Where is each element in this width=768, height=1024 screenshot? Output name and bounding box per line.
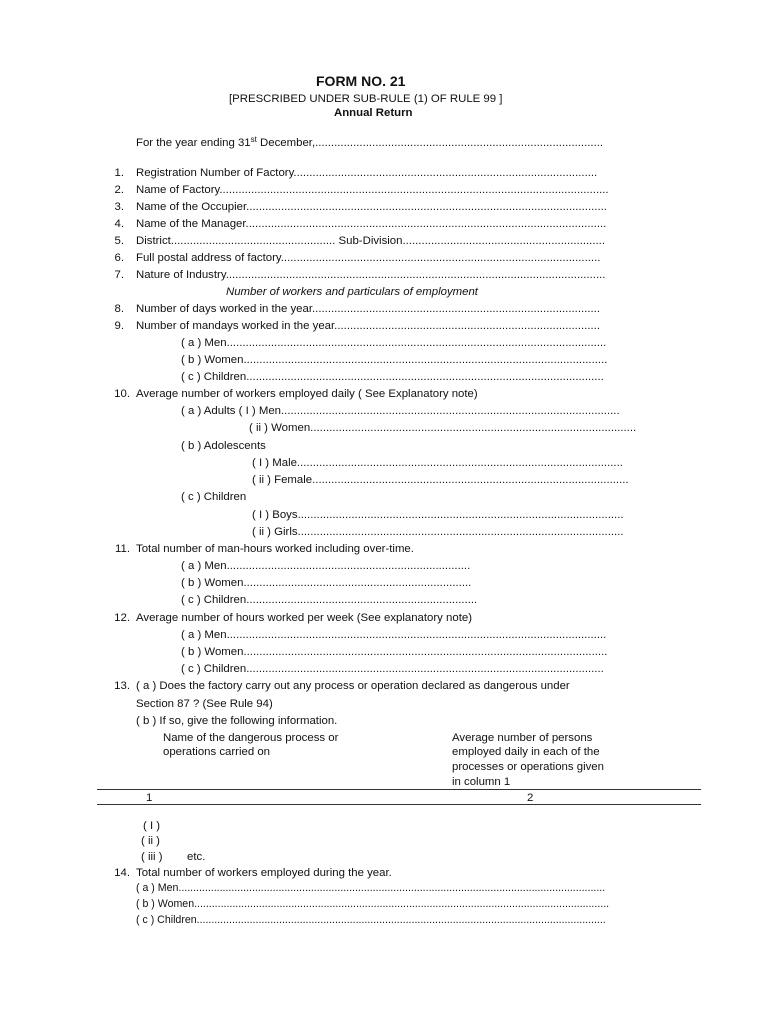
item-6-text: Full postal address of factory..................................................................................................... (136, 252, 601, 264)
item-12-children: ( c ) Children................................................................................................................. (181, 663, 604, 675)
item-2-number: 2. (114, 184, 124, 196)
item-6-number: 6. (114, 252, 124, 264)
item-5-text: District.................................................... Sub-Division................................................................ (136, 235, 606, 247)
item-3-text: Name of the Occupier.................................................................................................................. (136, 201, 607, 213)
item-11-women: ( b ) Women........................................................................ (181, 577, 472, 589)
form-number: FORM NO. 21 (316, 73, 406, 89)
item-3-number: 3. (114, 201, 124, 213)
item-5-number: 5. (114, 235, 124, 247)
item-10-adult-women: ( ii ) Women....................................................................................................... (249, 422, 637, 434)
prescribed-rule: [PRESCRIBED UNDER SUB-RULE (1) OF RULE 99 ] (229, 93, 503, 105)
col1-heading-line1: Name of the dangerous process or (163, 732, 339, 744)
item-14-women: ( b ) Women............................................................................................................................................. (136, 898, 610, 910)
col2-number: 2 (527, 792, 534, 804)
item-10-number: 10. (114, 388, 130, 400)
annual-return-title: Annual Return (334, 107, 413, 119)
item-11-text: Total number of man-hours worked including over-time. (136, 543, 414, 555)
item-4-text: Name of the Manager.................................................................................................................. (136, 218, 607, 230)
item-9-children: ( c ) Children................................................................................................................. (181, 371, 604, 383)
item-11-men: ( a ) Men............................................................................. (181, 560, 471, 572)
table-bottom-rule (97, 804, 701, 805)
table-top-rule (97, 789, 701, 790)
year-ending-suffix: December,........................................................................................... (256, 137, 604, 149)
item-1-number: 1. (114, 167, 124, 179)
year-ending-line (136, 136, 603, 150)
item-9-number: 9. (114, 320, 124, 332)
item-12-number: 12. (114, 612, 130, 624)
item-13-b: ( b ) If so, give the following information. (136, 715, 338, 727)
item-14-men: ( a ) Men................................................................................................................................................. (136, 882, 606, 894)
item-7-text: Nature of Industry........................................................................................................................ (136, 269, 606, 281)
item-9-men: ( a ) Men........................................................................................................................ (181, 337, 607, 349)
item-7-number: 7. (114, 269, 124, 281)
item-11-children: ( c ) Children......................................................................... (181, 594, 478, 606)
col2-heading-line3: processes or operations given (452, 761, 604, 773)
col2-heading-line2: employed daily in each of the (452, 746, 600, 758)
item-14-number: 14. (114, 867, 130, 879)
year-ending-prefix: For the year ending 31 (136, 137, 251, 149)
col1-heading-line2: operations carried on (163, 746, 271, 758)
item-10-adolescent-female: ( ii ) Female.................................................................................................... (252, 474, 629, 486)
table-row-1: ( I ) (143, 820, 161, 832)
item-10-children-boys: ( I ) Boys....................................................................................................... (252, 509, 624, 521)
item-8-number: 8. (114, 303, 124, 315)
item-9-text: Number of mandays worked in the year.................................................................................... (136, 320, 601, 332)
item-12-men: ( a ) Men........................................................................................................................ (181, 629, 607, 641)
item-11-number: 11. (115, 543, 130, 555)
item-1-text: Registration Number of Factory................................................................................................ (136, 167, 598, 179)
item-2-text: Name of Factory........................................................................................................................... (136, 184, 609, 196)
section-heading: Number of workers and particulars of employment (226, 286, 478, 298)
item-4-number: 4. (114, 218, 124, 230)
item-10-adolescents: ( b ) Adolescents (181, 440, 266, 452)
item-13-text-continued: Section 87 ? (See Rule 94) (136, 698, 273, 710)
item-9-women: ( b ) Women................................................................................................................... (181, 354, 608, 366)
item-10-adult-men: ( a ) Adults ( I ) Men........................................................................................................... (181, 405, 620, 417)
item-12-women: ( b ) Women................................................................................................................... (181, 646, 608, 658)
item-13-text: ( a ) Does the factory carry out any process or operation declared as dangerous under (136, 680, 570, 692)
item-14-text: Total number of workers employed during the year. (136, 867, 392, 879)
item-10-adolescent-male: ( I ) Male....................................................................................................... (252, 457, 623, 469)
item-13-number: 13. (114, 680, 130, 692)
item-10-children: ( c ) Children (181, 491, 247, 503)
table-row-3: ( iii ) (141, 851, 163, 863)
item-10-children-girls: ( ii ) Girls....................................................................................................... (252, 526, 624, 538)
item-8-text: Number of days worked in the year........................................................................................... (136, 303, 600, 315)
item-12-text: Average number of hours worked per week (See explanatory note) (136, 612, 473, 624)
item-10-text: Average number of workers employed daily ( See Explanatory note) (136, 388, 478, 400)
item-14-children: ( c ) Children........................................................................................................................................... (136, 914, 606, 926)
table-row-3-etc: etc. (187, 851, 206, 863)
col2-heading-line4: in column 1 (452, 776, 511, 788)
year-ending-sup: st (250, 135, 257, 144)
col1-number: 1 (146, 792, 153, 804)
table-row-2: ( ii ) (141, 835, 160, 847)
col2-heading-line1: Average number of persons (452, 732, 593, 744)
